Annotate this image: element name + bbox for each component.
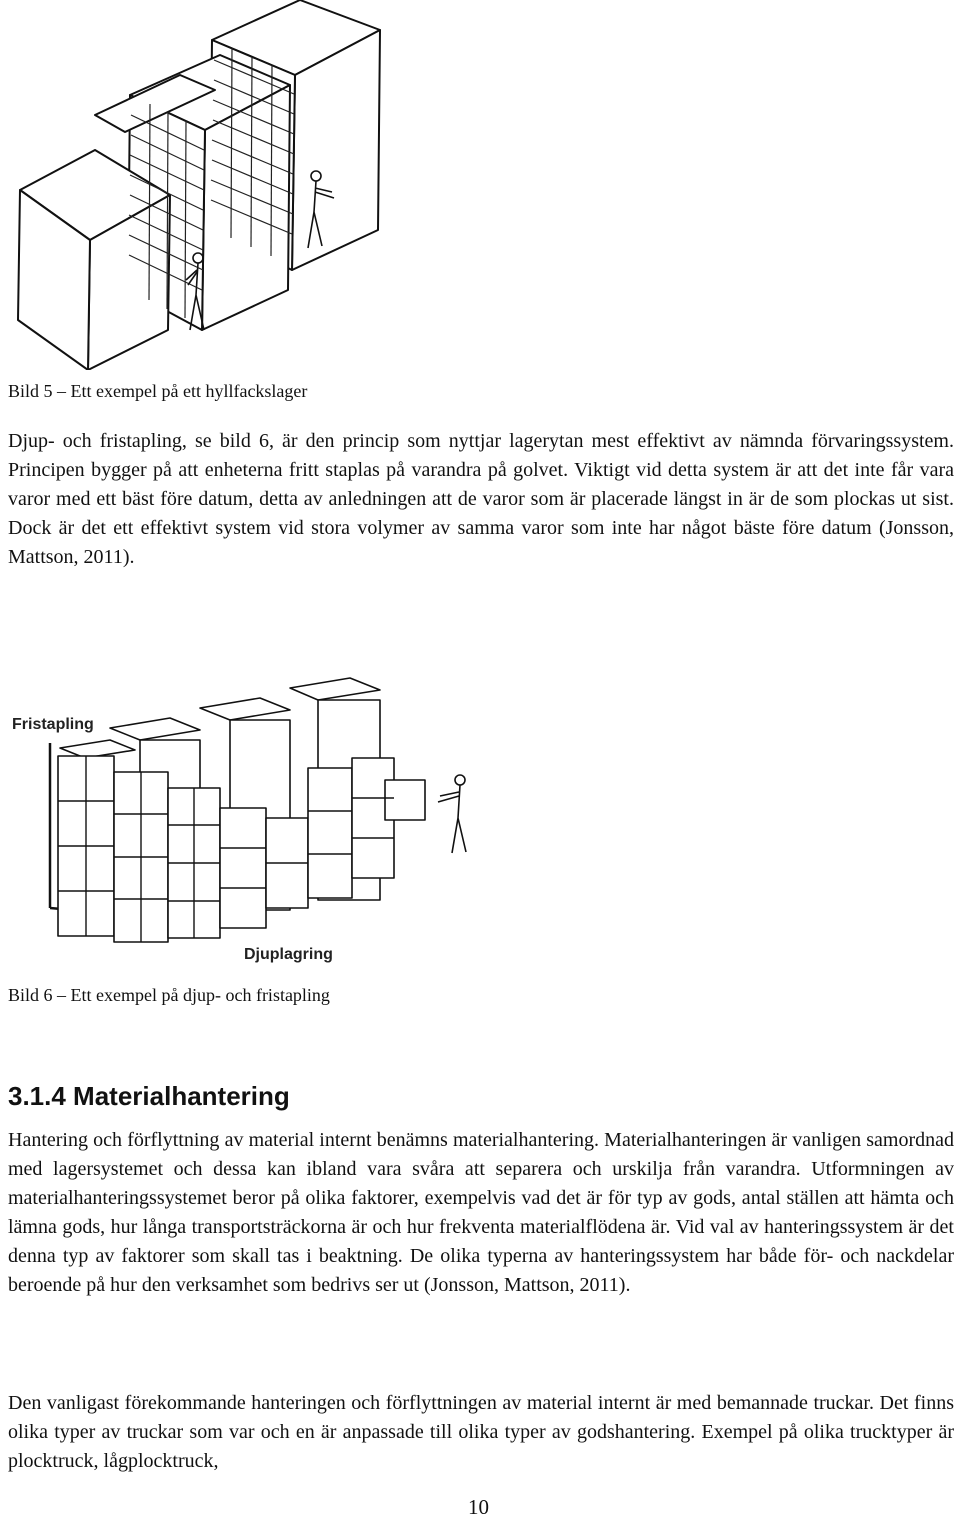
shelving-drawing <box>0 0 400 370</box>
paragraph-materialhantering: Hantering och förflyttning av material internt benämns materialhantering. Materialhanteringen är vanligen samordnad med lagersystemet och dessa kan ibland vara svåra att separera och urskilja från varandra. Utformningen av materialhanteringssystemet beror på olika faktorer, exempelvis vad det är för typ av gods, antal ställen att hämta och lämna gods, hur långa transportsträckorna är och hur frekventa materialflödena är. Vid val av hanteringssystem är det denna typ av faktorer som skall tas i beaktning. De olika typerna av hanteringssystem har både för- och nackdelar beroende på hur den verksamhet som bedrivs ser ut (Jonsson, Mattson, 2011). <box>8 1129 954 1296</box>
figure1-caption: Bild 5 – Ett exempel på ett hyllfackslager <box>8 381 308 401</box>
figure-stacking-illustration <box>0 668 500 968</box>
stacking-drawing <box>0 668 500 968</box>
figure2-label-djuplagring: Djuplagring <box>244 946 333 963</box>
section-heading: 3.1.4 Materialhantering <box>8 1081 290 1111</box>
figure2-caption: Bild 6 – Ett exempel på djup- och fristapling <box>8 985 330 1005</box>
paragraph-djup-och-fristapling: Djup- och fristapling, se bild 6, är den princip som nyttjar lagerytan mest effektivt av nämnda förvaringssystem. Principen bygger på att enheterna fritt staplas på varandra på golvet. Viktigt vid detta system är att det inte får vara varor med ett bäst före datum, detta av anledningen att de varor som är placerade längst in är de som plockas ut sist. Dock är det ett effektivt system vid stora volymer av samma varor som inte har något bäste före datum (Jonsson, Mattson, 2011). <box>8 430 954 568</box>
figure2-label-fristapling: Fristapling <box>12 716 94 733</box>
figure-shelving-illustration <box>0 0 400 370</box>
paragraph-truckar: Den vanligast förekommande hanteringen och förflyttningen av material internt är med bemannade truckar. Det finns olika typer av truckar som var och en är anpassade till olika typer av godshantering. Exempel på olika trucktyper är plocktruck, lågplocktruck, <box>8 1392 954 1472</box>
page-number: 10 <box>468 1495 489 1519</box>
